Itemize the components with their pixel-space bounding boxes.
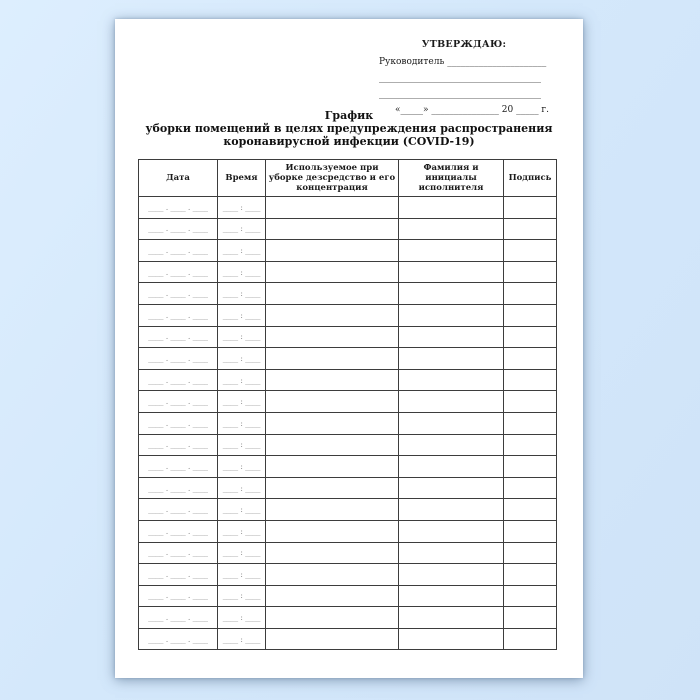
executor-cell [399, 218, 504, 240]
date-cell: ____ . ____ . ____ [139, 412, 218, 434]
column-header-5: Подпись [504, 160, 557, 197]
date-cell: ____ . ____ . ____ [139, 499, 218, 521]
table-header-row [139, 160, 557, 197]
table-row [139, 240, 557, 262]
date-cell: ____ . ____ . ____ [139, 240, 218, 262]
disinfectant-cell [266, 304, 399, 326]
executor-cell [399, 412, 504, 434]
time-cell: ____ : ____ [218, 477, 266, 499]
disinfectant-cell [266, 628, 399, 650]
document-title [115, 109, 583, 148]
disinfectant-cell [266, 218, 399, 240]
executor-cell [399, 585, 504, 607]
document-page [115, 19, 583, 678]
disinfectant-cell [266, 564, 399, 586]
signature-cell [504, 348, 557, 370]
executor-cell [399, 542, 504, 564]
executor-cell [399, 607, 504, 629]
time-cell: ____ : ____ [218, 218, 266, 240]
time-cell: ____ : ____ [218, 261, 266, 283]
executor-cell [399, 456, 504, 478]
table-row [139, 348, 557, 370]
time-cell: ____ : ____ [218, 369, 266, 391]
signature-cell [504, 607, 557, 629]
date-cell: ____ . ____ . ____ [139, 304, 218, 326]
table-row [139, 628, 557, 650]
disinfectant-cell [266, 348, 399, 370]
time-cell: ____ : ____ [218, 348, 266, 370]
executor-cell [399, 261, 504, 283]
date-cell: ____ . ____ . ____ [139, 542, 218, 564]
executor-cell [399, 304, 504, 326]
approval-head-line [379, 58, 549, 67]
time-cell: ____ : ____ [218, 628, 266, 650]
title-line-3: коронавирусной инфекции (COVID-19) [223, 135, 475, 148]
cleaning-schedule-table [138, 159, 557, 650]
disinfectant-cell [266, 456, 399, 478]
signature-cell [504, 520, 557, 542]
table-row [139, 564, 557, 586]
executor-cell [399, 391, 504, 413]
table-row [139, 304, 557, 326]
date-cell: ____ . ____ . ____ [139, 261, 218, 283]
signature-cell [504, 434, 557, 456]
approval-blank-line-2: ____________________________________ [379, 73, 541, 83]
signature-cell [504, 304, 557, 326]
disinfectant-cell [266, 326, 399, 348]
time-cell: ____ : ____ [218, 456, 266, 478]
disinfectant-cell [266, 197, 399, 219]
executor-cell [399, 369, 504, 391]
column-header-2: Время [218, 160, 266, 197]
date-cell: ____ . ____ . ____ [139, 628, 218, 650]
time-cell: ____ : ____ [218, 326, 266, 348]
disinfectant-cell [266, 607, 399, 629]
disinfectant-cell [266, 520, 399, 542]
time-cell: ____ : ____ [218, 607, 266, 629]
signature-cell [504, 585, 557, 607]
disinfectant-cell [266, 391, 399, 413]
head-label: Руководитель [379, 56, 448, 67]
date-cell: ____ . ____ . ____ [139, 607, 218, 629]
disinfectant-cell [266, 261, 399, 283]
approval-date-line: «_____» _______________ 20 _____ г. [395, 104, 549, 115]
table-row [139, 477, 557, 499]
table-row [139, 412, 557, 434]
disinfectant-cell [266, 369, 399, 391]
date-cell: ____ . ____ . ____ [139, 434, 218, 456]
time-cell: ____ : ____ [218, 197, 266, 219]
time-cell: ____ : ____ [218, 564, 266, 586]
table-row [139, 456, 557, 478]
signature-cell [504, 412, 557, 434]
executor-cell [399, 240, 504, 262]
date-cell: ____ . ____ . ____ [139, 477, 218, 499]
table-row [139, 499, 557, 521]
executor-cell [399, 434, 504, 456]
date-cell: ____ . ____ . ____ [139, 283, 218, 305]
executor-cell [399, 564, 504, 586]
date-cell: ____ . ____ . ____ [139, 585, 218, 607]
time-cell: ____ : ____ [218, 391, 266, 413]
table-row [139, 326, 557, 348]
executor-cell [399, 499, 504, 521]
date-cell: ____ . ____ . ____ [139, 197, 218, 219]
table-row [139, 585, 557, 607]
time-cell: ____ : ____ [218, 283, 266, 305]
date-cell: ____ . ____ . ____ [139, 218, 218, 240]
time-cell: ____ : ____ [218, 304, 266, 326]
executor-cell [399, 348, 504, 370]
time-cell: ____ : ____ [218, 434, 266, 456]
column-header-4: Фамилия и инициалы исполнителя [399, 160, 504, 197]
disinfectant-cell [266, 412, 399, 434]
column-header-3: Используемое при уборке дезсредство и его концентрация [266, 160, 399, 197]
time-cell: ____ : ____ [218, 542, 266, 564]
date-cell: ____ . ____ . ____ [139, 369, 218, 391]
date-cell: ____ . ____ . ____ [139, 456, 218, 478]
table-row [139, 391, 557, 413]
signature-cell [504, 197, 557, 219]
time-cell: ____ : ____ [218, 585, 266, 607]
executor-cell [399, 283, 504, 305]
executor-cell [399, 477, 504, 499]
approval-block [379, 40, 549, 115]
approval-blank-line-3: ____________________________________ [379, 89, 541, 99]
date-cell: ____ . ____ . ____ [139, 520, 218, 542]
table-row [139, 261, 557, 283]
date-cell: ____ . ____ . ____ [139, 348, 218, 370]
disinfectant-cell [266, 283, 399, 305]
table-row [139, 197, 557, 219]
table-row [139, 607, 557, 629]
title-line-1: График [324, 109, 374, 122]
table-row [139, 434, 557, 456]
disinfectant-cell [266, 477, 399, 499]
signature-cell [504, 326, 557, 348]
signature-cell [504, 542, 557, 564]
disinfectant-cell [266, 434, 399, 456]
signature-cell [504, 391, 557, 413]
table-row [139, 218, 557, 240]
date-cell: ____ . ____ . ____ [139, 326, 218, 348]
time-cell: ____ : ____ [218, 499, 266, 521]
signature-cell [504, 261, 557, 283]
table-row [139, 542, 557, 564]
time-cell: ____ : ____ [218, 520, 266, 542]
signature-cell [504, 369, 557, 391]
disinfectant-cell [266, 542, 399, 564]
date-cell: ____ . ____ . ____ [139, 564, 218, 586]
signature-cell [504, 456, 557, 478]
column-header-1: Дата [139, 160, 218, 197]
signature-cell [504, 564, 557, 586]
table-row [139, 283, 557, 305]
executor-cell [399, 628, 504, 650]
table-row [139, 520, 557, 542]
signature-cell [504, 218, 557, 240]
approval-stamp-label: УТВЕРЖДАЮ: [421, 39, 507, 50]
executor-cell [399, 326, 504, 348]
signature-cell [504, 477, 557, 499]
date-cell: ____ . ____ . ____ [139, 391, 218, 413]
signature-cell [504, 628, 557, 650]
time-cell: ____ : ____ [218, 412, 266, 434]
executor-cell [399, 520, 504, 542]
title-line-2: уборки помещений в целях предупреждения распространения [145, 122, 553, 135]
signature-cell [504, 240, 557, 262]
disinfectant-cell [266, 499, 399, 521]
table-row [139, 369, 557, 391]
head-blank-line: ______________________ [447, 56, 547, 67]
disinfectant-cell [266, 585, 399, 607]
time-cell: ____ : ____ [218, 240, 266, 262]
signature-cell [504, 283, 557, 305]
executor-cell [399, 197, 504, 219]
signature-cell [504, 499, 557, 521]
disinfectant-cell [266, 240, 399, 262]
